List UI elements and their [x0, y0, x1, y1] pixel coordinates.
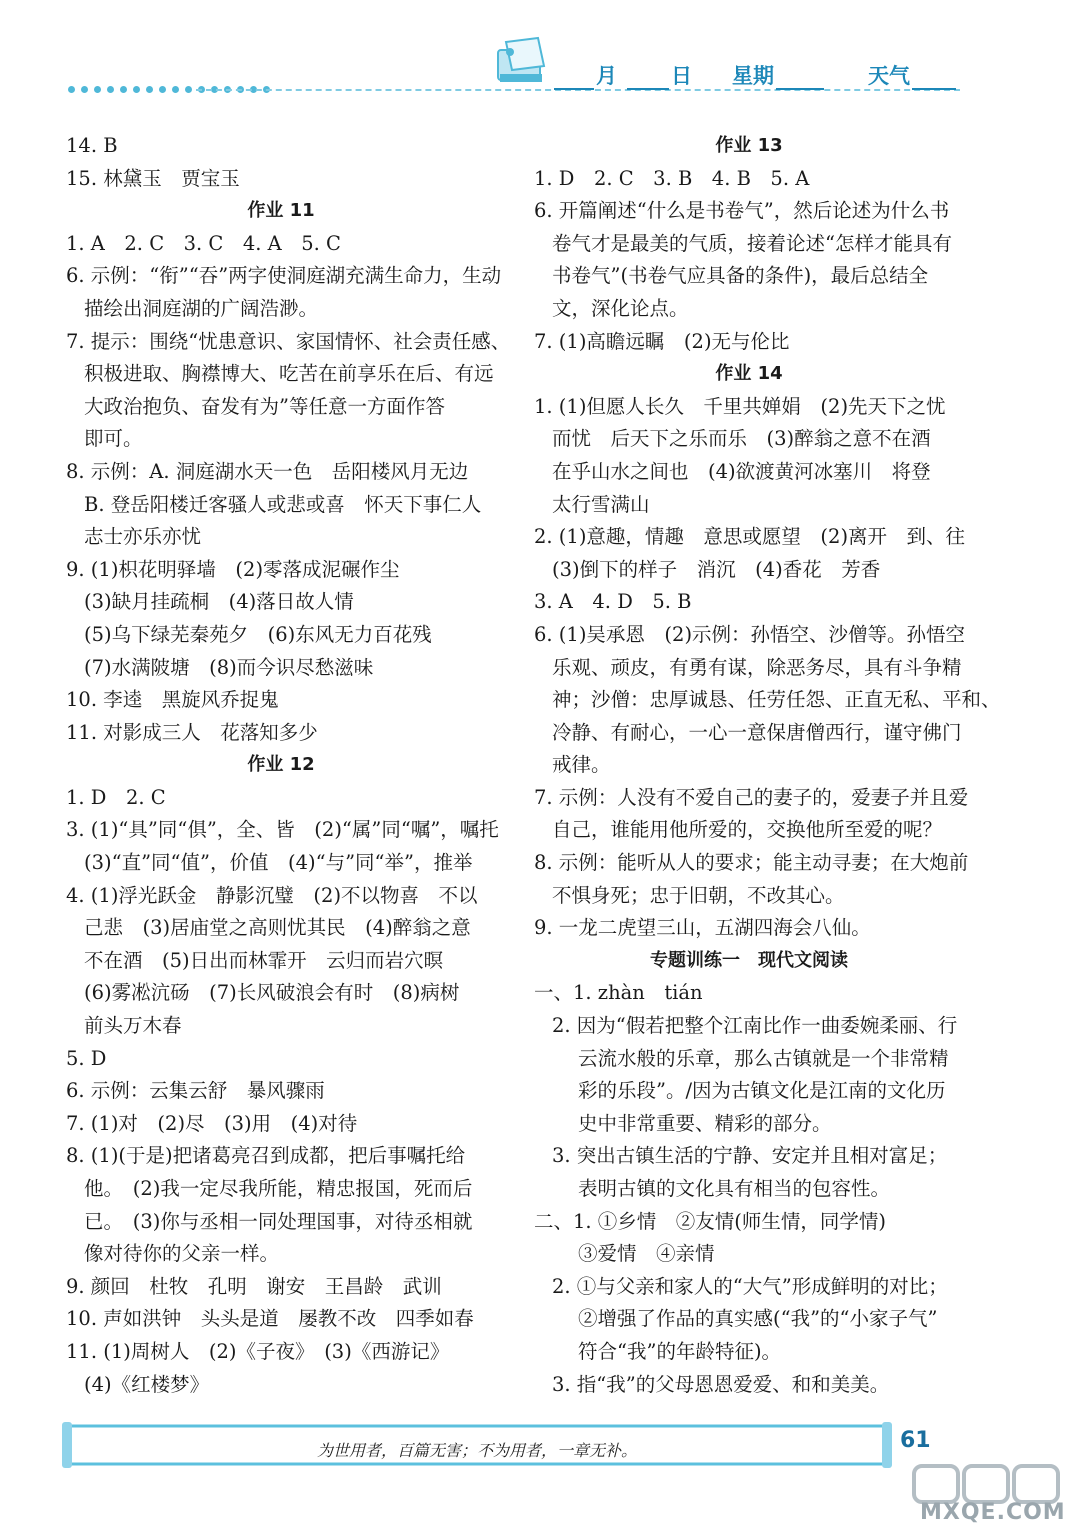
answer-line: 2. (1)意趣，情趣 意思或愿望 (2)离开 到、往	[534, 525, 966, 549]
answer-line: 史中非常重要、精彩的部分。	[578, 1111, 832, 1135]
section-title: 作业 11	[247, 200, 315, 222]
answer-line: (7)水满陂塘 (8)而今识尽愁滋味	[84, 655, 374, 679]
answer-line: 而忧 后天下之乐而乐 (3)醉翁之意不在酒	[552, 427, 931, 451]
week-blank[interactable]	[776, 68, 824, 90]
answer-line: 2. 因为“假若把整个江南比作一曲委婉柔丽、行	[552, 1014, 958, 1038]
answer-line: 7. 提示：围绕“忧患意识、家国情怀、社会责任感、	[66, 329, 511, 353]
answer-line: 彩的乐段”。/因为古镇文化是江南的文化历	[578, 1079, 946, 1103]
answer-line: 6. 示例：云集云舒 暴风骤雨	[66, 1079, 325, 1103]
answer-line: 10. 声如洪钟 头头是道 屡教不改 四季如春	[66, 1307, 474, 1331]
answer-line: 他。 (2)我一定尽我所能，精忠报国，死而后	[84, 1177, 473, 1200]
section-title: 作业 13	[715, 135, 783, 156]
answer-line: 8. (1)(于是)把诸葛亮召到成都，把后事嘱托给	[66, 1144, 466, 1168]
week-label: 星期	[732, 64, 774, 88]
answer-line: (5)乌下绿芜秦苑夕 (6)东风无力百花残	[84, 622, 432, 646]
answer-line: 4. (1)浮光跃金 静影沉璧 (2)不以物喜 不以	[66, 883, 478, 907]
answer-line: 在乎山水之间也 (4)欲渡黄河冰塞川 将登	[552, 459, 931, 483]
answer-line: 7. 示例：人没有不爱自己的妻子的，爱妻子并且爱	[534, 785, 969, 809]
month-blank[interactable]	[554, 68, 594, 90]
answer-line: (6)雾凇沆砀 (7)长风破浪会有时 (8)病树	[84, 981, 460, 1005]
answer-line: 志士亦乐亦忧	[84, 525, 202, 549]
answer-line: 10. 李逵 黑旋风乔捉鬼	[66, 688, 279, 712]
weather-blank[interactable]	[912, 68, 956, 90]
answer-line: 14. B	[66, 134, 118, 157]
answer-line: 11. 对影成三人 花落知多少	[66, 720, 318, 744]
answer-line: (3)“直”同“值”，价值 (4)“与”同“举”，推举	[84, 851, 473, 875]
answer-line: 前头万木春	[84, 1014, 182, 1038]
answer-line: 冷静、有耐心，一心一意保唐僧西行，谨守佛门	[552, 720, 962, 744]
answer-line: ③爱情 ④亲情	[578, 1242, 715, 1266]
month-label: 月	[596, 64, 617, 88]
answer-line: 符合“我”的年龄特征)。	[578, 1339, 782, 1363]
section-title: 专题训练一 现代文阅读	[650, 949, 848, 971]
answer-line: 1. D 2. C	[66, 785, 166, 809]
answer-line: 11. (1)周树人 (2)《子夜》 (3)《西游记》	[66, 1339, 450, 1363]
answer-line: 乐观、顽皮，有勇有谋，除恶务尽，具有斗争精	[552, 655, 962, 679]
answer-line: 己悲 (3)居庙堂之高则忧其民 (4)醉翁之意	[84, 916, 471, 940]
answer-line: 不惧身死；忠于旧朝，不改其心。	[552, 883, 845, 907]
date-fields	[552, 60, 958, 90]
watermark-text: MXQE.COM	[920, 1500, 1066, 1525]
answer-line: 神；沙僧：忠厚诚恳、任劳任怨、正直无私、平和、	[552, 688, 1001, 712]
answer-line: 积极进取、胸襟博大、吃苦在前享乐在后、有远	[84, 362, 494, 386]
answer-line: 戒律。	[552, 753, 611, 777]
answer-line: 9. (1)枳花明驿墙 (2)零落成泥碾作尘	[66, 557, 400, 581]
section-title: 作业 12	[247, 754, 315, 776]
answer-line: 6. (1)吴承恩 (2)示例：孙悟空、沙僧等。孙悟空	[534, 622, 966, 646]
answer-line: 9. 颜回 杜牧 孔明 谢安 王昌龄 武训	[66, 1274, 442, 1298]
answer-line: 8. 示例：能听从人的要求；能主动寻妻；在大炮前	[534, 851, 969, 875]
answer-line: 1. D 2. C 3. B 4. B 5. A	[534, 166, 810, 190]
answer-line: 二、1. ①乡情 ②友情(师生情，同学情)	[534, 1209, 887, 1233]
answer-line: 自己，谁能用他所爱的，交换他所至爱的呢？	[552, 818, 943, 842]
page-number: 61	[900, 1428, 931, 1453]
answer-line: 描绘出洞庭湖的广阔浩渺。	[84, 296, 319, 320]
footer-motto: 为世用者，百篇无害；不为用者，一章无补。	[316, 1441, 637, 1460]
answer-line: 3. 指“我”的父母恩恩爱爱、和和美美。	[552, 1372, 890, 1396]
answer-line: 太行雪满山	[552, 492, 650, 516]
answer-line: 一、1. zhàn tián	[534, 981, 703, 1005]
answer-line: 1. A 2. C 3. C 4. A 5. C	[66, 231, 341, 255]
page-header	[0, 0, 1083, 110]
weather-label: 天气	[868, 64, 910, 88]
answer-line: 大政治抱负、奋发有为”等任意一方面作答	[84, 394, 445, 418]
answer-line: 3. A 4. D 5. B	[534, 590, 692, 614]
answer-line: 2. ①与父亲和家人的“大气”形成鲜明的对比；	[552, 1274, 948, 1298]
day-blank[interactable]	[627, 68, 669, 90]
answer-line: 3. (1)“具”同“俱”，全、皆 (2)“属”同“嘱”，嘱托	[66, 818, 499, 842]
answer-line: B. 登岳阳楼迁客骚人或悲或喜 怀天下事仁人	[84, 492, 482, 516]
answer-line: 已。 (3)你与丞相一同处理国事，对待丞相就	[84, 1209, 473, 1233]
section-title: 作业 14	[715, 363, 783, 385]
answer-line: 3. 突出古镇生活的宁静、安定并且相对富足；	[552, 1144, 948, 1168]
answer-line: 7. (1)对 (2)尽 (3)用 (4)对待	[66, 1111, 358, 1135]
answer-line: 书卷气”(书卷气应具备的条件)，最后总结全	[552, 264, 929, 288]
answer-line: 6. 开篇阐述“什么是书卷气”，然后论述为什么书	[534, 199, 950, 223]
answer-line: 9. 一龙二虎望三山，五湖四海会八仙。	[534, 916, 871, 940]
answer-line: 7. (1)高瞻远瞩 (2)无与伦比	[534, 329, 790, 353]
answer-line: 像对待你的父亲一样。	[84, 1242, 280, 1266]
day-label: 日	[671, 64, 692, 88]
answer-line: ②增强了作品的真实感(“我”的“小家子气”	[578, 1307, 938, 1331]
answer-line: 15. 林黛玉 贾宝玉	[66, 166, 240, 190]
answer-line: 即可。	[84, 427, 143, 451]
answer-line: 云流水般的乐章，那么古镇就是一个非常精	[578, 1046, 949, 1070]
answer-line: 8. 示例：A. 洞庭湖水天一色 岳阳楼风月无边	[66, 459, 469, 483]
book-icon	[494, 30, 552, 88]
answer-column-left	[66, 130, 511, 1401]
answer-line: (3)倒下的样子 消沉 (4)香花 芳香	[552, 557, 881, 581]
answer-line: 不在酒 (5)日出而林霏开 云归而岩穴暝	[84, 948, 444, 972]
answer-column-right	[534, 130, 1001, 1401]
answer-line: 6. 示例：“衔”“吞”两字使洞庭湖充满生命力，生动	[66, 264, 502, 288]
answer-line: 文，深化论点。	[552, 296, 689, 320]
answer-line: (4)《红楼梦》	[84, 1372, 210, 1396]
answer-line: 卷气才是最美的气质，接着论述“怎样才能具有	[552, 231, 952, 255]
answer-line: 1. (1)但愿人长久 千里共婵娟 (2)先天下之忧	[534, 394, 946, 418]
answer-line: 表明古镇的文化具有相当的包容性。	[578, 1177, 891, 1200]
answer-line: (3)缺月挂疏桐 (4)落日故人情	[84, 590, 354, 614]
answer-line: 5. D	[66, 1046, 107, 1070]
